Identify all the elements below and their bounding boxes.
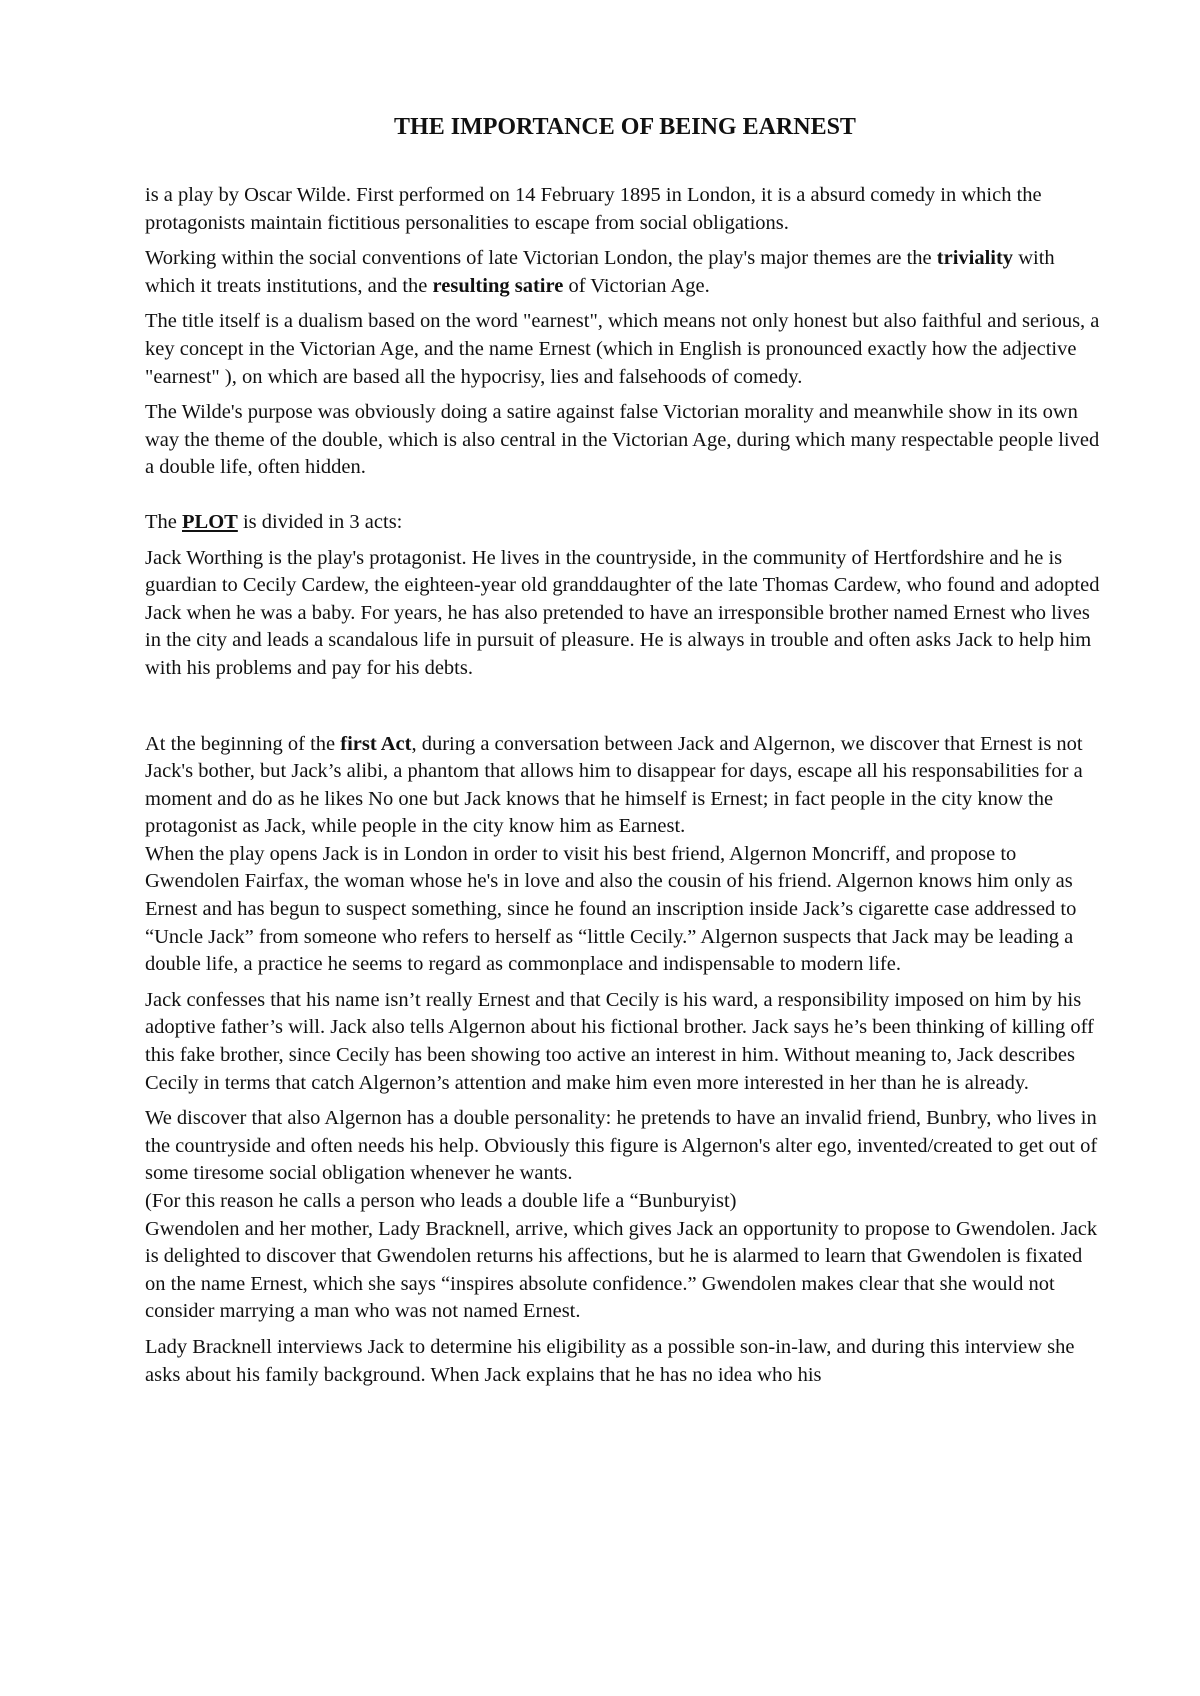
act1-paragraph-5: (For this reason he calls a person who leads a double life a “Bunburyist) xyxy=(145,1190,737,1212)
intro-paragraph-1: is a play by Oscar Wilde. First performed on 14 February 1895 in London, it is a absurd comedy in which the protagonists maintain fictitious personalities to escape from social obligations. xyxy=(145,184,1042,234)
document-title: THE IMPORTANCE OF BEING EARNEST xyxy=(394,114,856,140)
act1-paragraph-4: We discover that also Algernon has a double personality: he pretends to have an invalid friend, Bunbry, who lives in the countryside and often needs his help. Obviously this figure is Algernon's alter ego, invented/created to get out of some tiresome social obligation whenever he wants. xyxy=(145,1107,1098,1185)
act1-paragraph-2: When the play opens Jack is in London in order to visit his best friend, Algernon Moncriff, and propose to Gwendolen Fairfax, the woman whose he's in love and also the cousin of his friend. Algernon knows him only as Ernest and has begun to suspect something, since he found an inscription inside Jack’s cigarette case addressed to “Uncle Jack” from someone who refers to herself as “little Cecily.” Algernon suspects that Jack may be leading a double life, a practice he seems to regard as commonplace and indispensable to modern life. xyxy=(145,842,1077,976)
intro-paragraph-2-text-d: of Victorian Age. xyxy=(563,274,710,297)
act1-paragraph-1-text-c: , during a conversation between Jack and Algernon, we discover that Ernest is not Jack's bother, but Jack’s alibi, a phantom that allows him to disappear for days, escape all his responsabilities for a moment and do as he likes No one but Jack knows that he himself is Ernest; in fact people in the city know the protagonist as Jack, while people in the city know him as Earnest. xyxy=(145,732,1083,838)
intro-paragraph-4: The Wilde's purpose was obviously doing a satire against false Victorian morality and meanwhile show in its own way the theme of the double, which is also central in the Victorian Age, during which many respectable people lived a double life, often hidden. xyxy=(145,401,1100,479)
plot-heading-text-a: The xyxy=(145,510,182,533)
first-act-bold: first Act xyxy=(340,732,412,755)
act1-paragraph-1-text-a: At the beginning of the xyxy=(145,732,341,755)
act1-paragraph-6: Gwendolen and her mother, Lady Bracknell, arrive, which gives Jack an opportunity to propose to Gwendolen. Jack is delighted to discover that Gwendolen returns his affections, but he is alarmed to learn that Gwendolen is fixated on the name Ernest, which she says “inspires absolute confidence.” Gwendolen makes clear that she would not consider marrying a man who was not named Ernest. xyxy=(145,1217,1098,1323)
intro-paragraph-2-text-c: with which it treats institutions, and the xyxy=(145,247,1055,297)
plot-heading-text-c: is divided in 3 acts: xyxy=(237,510,403,533)
resulting-satire-bold: resulting satire xyxy=(432,274,564,297)
intro-paragraph-3: The title itself is a dualism based on the word "earnest", which means not only honest but also faithful and serious, a key concept in the Victorian Age, and the name Ernest (which in English is pronounced exactly how the adjective "earnest" ), on which are based all the hypocrisy, lies and falsehoods of comedy. xyxy=(145,310,1100,388)
plot-paragraph-1: Jack Worthing is the play's protagonist. He lives in the countryside, in the community of Hertfordshire and he is guardian to Cecily Cardew, the eighteen-year old granddaughter of the late Thomas Cardew, who found and adopted Jack when he was a baby. For years, he has also pretended to have an irresponsible brother named Ernest who lives in the city and leads a scandalous life in pursuit of pleasure. He is always in trouble and often asks Jack to help him with his problems and pay for his debts. xyxy=(145,546,1100,679)
triviality-bold: triviality xyxy=(936,247,1014,270)
document-body xyxy=(145,112,1105,1397)
plot-heading xyxy=(145,509,1105,537)
plot-keyword: PLOT xyxy=(182,510,238,533)
act1-paragraph-7: Lady Bracknell interviews Jack to determine his eligibility as a possible son-in-law, and during this interview she asks about his family background. When Jack explains that he has no idea who his xyxy=(145,1335,1075,1386)
act1-paragraph-3: Jack confesses that his name isn’t really Ernest and that Cecily is his ward, a responsibility imposed on him by his adoptive father’s will. Jack also tells Algernon about his fictional brother. Jack says he’s been thinking of killing off this fake brother, since Cecily has been showing too active an interest in him. Without meaning to, Jack describes Cecily in terms that catch Algernon’s attention and make him even more interested in her than he is already. xyxy=(145,988,1094,1094)
act1-paragraph-1 xyxy=(145,731,1105,841)
intro-paragraph-2 xyxy=(145,245,1105,300)
intro-paragraph-2-text-a: Working within the social conventions of late Victorian London, the play's major themes are the xyxy=(145,247,937,270)
